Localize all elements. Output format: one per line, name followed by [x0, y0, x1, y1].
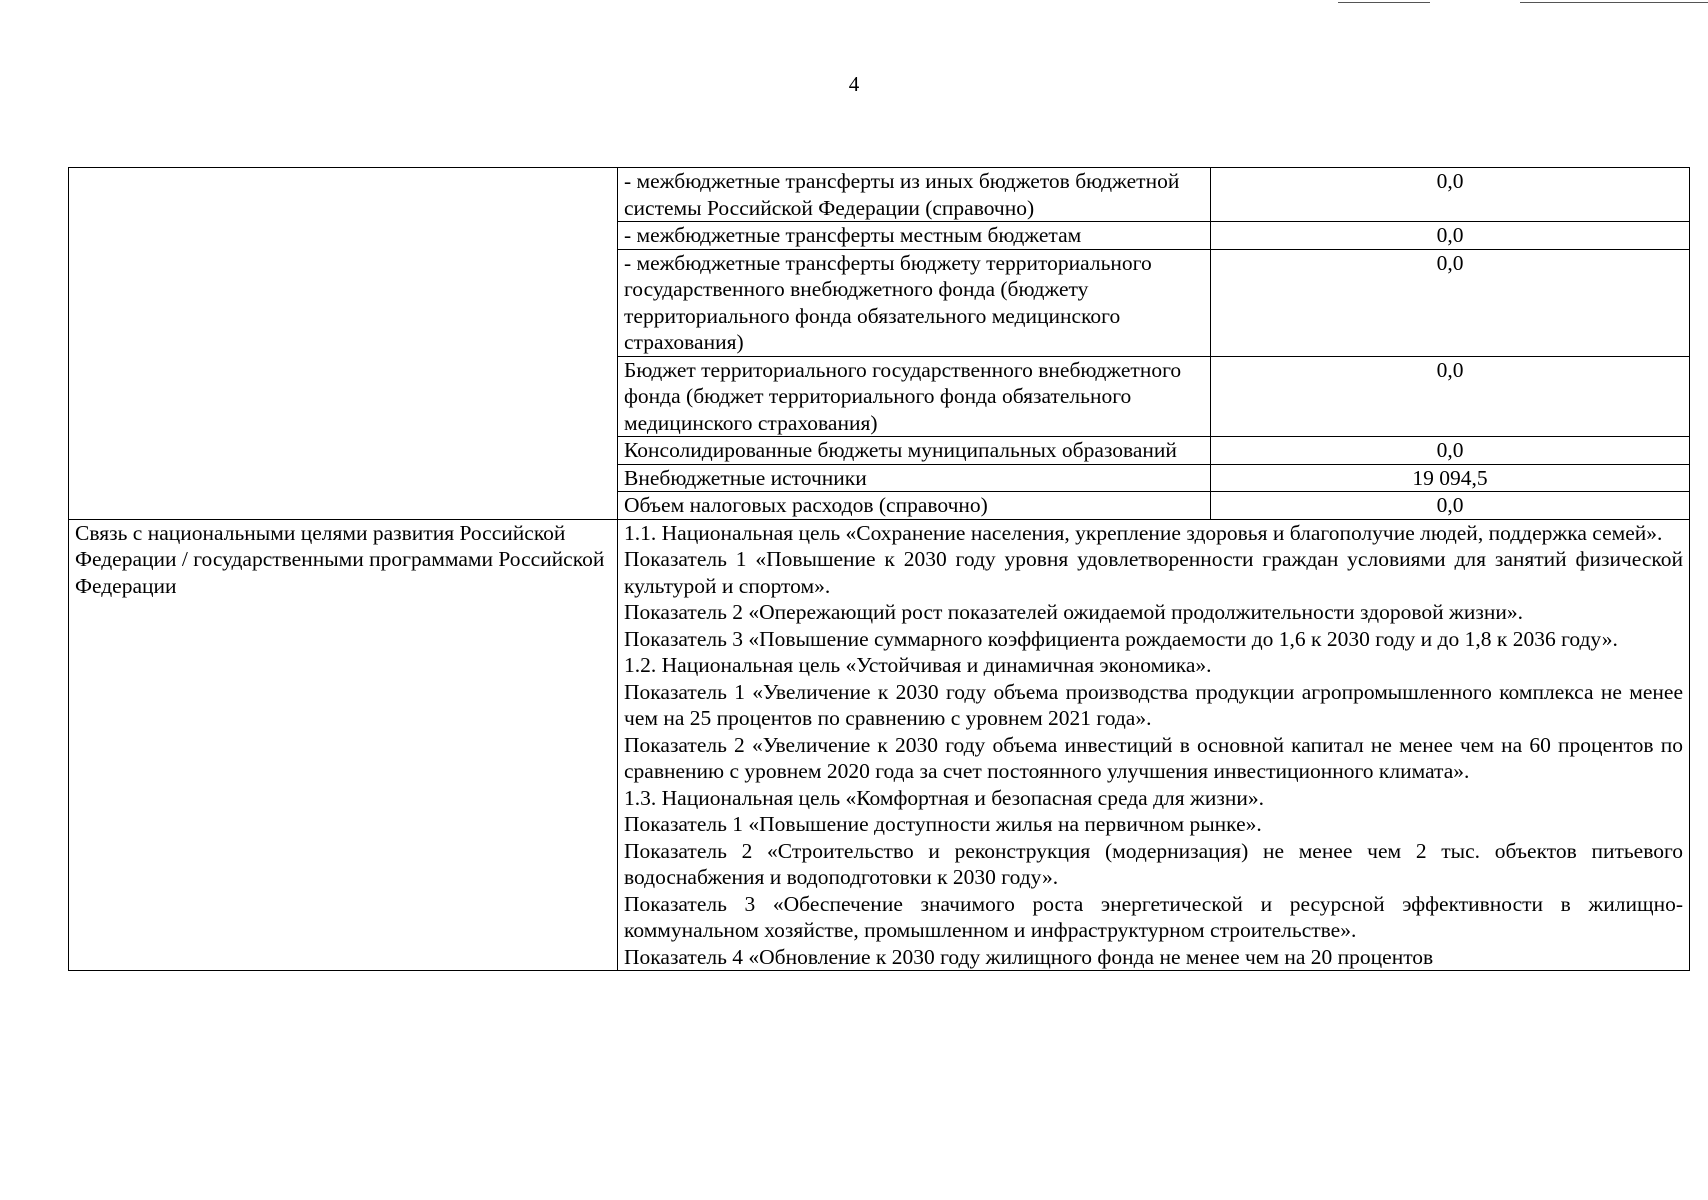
goal-paragraph: Показатель 1 «Повышение к 2030 году уровня удовлетворенности граждан условиями для занятий физической культурой и спортом».	[624, 547, 1683, 598]
goal-paragraph: 1.1. Национальная цель «Сохранение населения, укрепление здоровья и благополучие людей, поддержка семей».	[624, 520, 1663, 545]
page-number: 4	[848, 72, 860, 96]
goal-paragraph: Показатель 2 «Опережающий рост показателей ожидаемой продолжительности здоровой жизни».	[624, 600, 1523, 624]
scan-artifact-line	[1520, 2, 1708, 3]
goal-paragraph: Показатель 1 «Увеличение к 2030 году объема производства продукции агропромышленного комплекса не менее чем на 25 процентов по сравнению с уровнем 2021 года».	[624, 679, 1683, 730]
budget-value-cell: 0,0	[1211, 492, 1690, 520]
goal-paragraph: 1.2. Национальная цель «Устойчивая и динамичная экономика».	[624, 653, 1212, 677]
goal-paragraph: Показатель 3 «Повышение суммарного коэффициента рождаемости до 1,6 к 2030 году и до 1,8 к 2036 году».	[624, 626, 1618, 651]
table-row	[69, 519, 1690, 971]
budget-name-cell: - межбюджетные трансферты местным бюджетам	[618, 222, 1211, 250]
budget-name-cell: - межбюджетные трансферты бюджету территориального государственного внебюджетного фонда (бюджету территориального фонда обязательного медицинского страхования)	[618, 249, 1211, 356]
goal-paragraph: Показатель 4 «Обновление к 2030 году жилищного фонда не менее чем на 20 процентов	[624, 944, 1434, 969]
goal-paragraph: 1.3. Национальная цель «Комфортная и безопасная среда для жизни».	[624, 785, 1265, 810]
goals-label-cell	[69, 519, 618, 971]
passport-table	[68, 167, 1690, 971]
budget-value-cell: 0,0	[1211, 437, 1690, 465]
budget-value-cell: 0,0	[1211, 356, 1690, 437]
scan-artifact-line	[1338, 2, 1430, 3]
budget-name-cell: - межбюджетные трансферты из иных бюджетов бюджетной системы Российской Федерации (справочно)	[618, 168, 1211, 222]
budget-value-cell: 0,0	[1211, 222, 1690, 250]
budget-name-cell: Консолидированные бюджеты муниципальных образований	[618, 437, 1211, 465]
budget-value-cell: 19 094,5	[1211, 464, 1690, 492]
goal-paragraph: Показатель 1 «Повышение доступности жилья на первичном рынке».	[624, 812, 1262, 836]
table-row	[69, 168, 1690, 222]
goal-paragraph: Показатель 2 «Строительство и реконструкция (модернизация) не менее чем 2 тыс. объектов питьевого водоснабжения и водоподготовки к 2030 году».	[624, 838, 1683, 889]
goals-label: Связь с национальными целями развития Российской Федерации / государственными программами Российской Федерации	[75, 520, 605, 598]
goal-paragraph: Показатель 3 «Обеспечение значимого роста энергетической и ресурсной эффективности в жилищно-коммунальном хозяйстве, промышленном и инфраструктурном строительстве».	[624, 891, 1683, 942]
goal-paragraph: Показатель 2 «Увеличение к 2030 году объема инвестиций в основной капитал не менее чем на 60 процентов по сравнению с уровнем 2020 года за счет постоянного улучшения инвестиционного климата».	[624, 732, 1683, 783]
goals-content-cell	[618, 519, 1690, 971]
empty-label-cell	[69, 168, 618, 520]
budget-name-cell: Бюджет территориального государственного внебюджетного фонда (бюджет территориального фонда обязательного медицинского страхования)	[618, 356, 1211, 437]
budget-value-cell: 0,0	[1211, 168, 1690, 222]
budget-value-cell: 0,0	[1211, 249, 1690, 356]
budget-name-cell: Объем налоговых расходов (справочно)	[618, 492, 1211, 520]
budget-name-cell: Внебюджетные источники	[618, 464, 1211, 492]
